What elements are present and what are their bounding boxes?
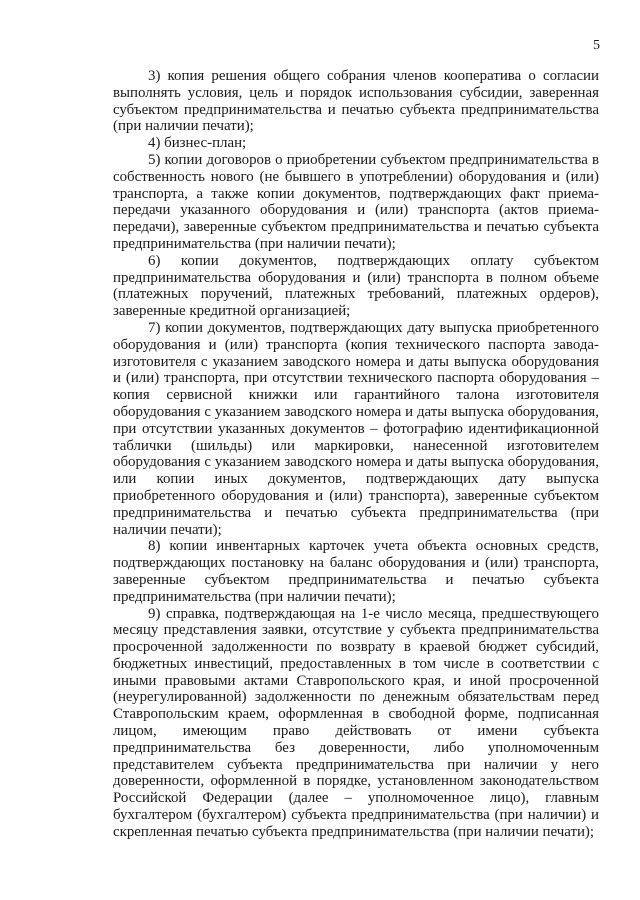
- paragraph-item-4: 4) бизнес-план;: [148, 135, 247, 152]
- paragraph-item-7: 7) копии документов, подтверждающих дату выпуска приобретенного оборудования и (или) транспорта (копия технического паспорта завода-изготовителя с указанием заводского номера и даты выпуска оборудования и (или) транспорта, при отсутствии технического паспорта оборудования – копия сервисной книжки или гарантийного талона изготовителя оборудования с указанием заводского номера и даты выпуска оборудования, при отсутствии указанных документов – фотографию идентификационной таблички (шильды) или маркировки, нанесенной изготовителем оборудования с указанием заводского номера и даты выпуска оборудования, или копии иных документов, подтверждающих дату выпуска приобретенного оборудования и (или) транспорта), заверенные субъектом предпринимательства и печатью субъекта предпринимательства (при наличии печати);: [113, 319, 599, 538]
- paragraph-item-8: 8) копии инвентарных карточек учета объекта основных средств, подтверждающих постановку на баланс оборудования и (или) транспорта, заверенные субъектом предпринимательства и печатью субъекта предпринимательства (при наличии печати);: [113, 538, 599, 605]
- paragraph-item-3: 3) копия решения общего собрания членов кооператива о согласии выполнять условия, цель и порядок использования субсидии, заверенная субъектом предпринимательства и печатью субъекта предпринимательства (при наличии печати);: [113, 68, 599, 135]
- paragraph-item-5: 5) копии договоров о приобретении субъектом предпринимательства в собственность нового (не бывшего в употреблении) оборудования и (или) транспорта, а также копии документов, подтверждающих факт приема-передачи указанного оборудования и (или) транспорта (актов приема-передачи), заверенные субъектом предпринимательства и печатью субъекта предпринимательства (при наличии печати);: [113, 151, 599, 252]
- paragraph-item-6: 6) копии документов, подтверждающих оплату субъектом предпринимательства оборудования и (или) транспорта в полном объеме (платежных поручений, платежных требований, платежных ордеров), заверенные кредитной организацией;: [113, 252, 599, 320]
- page-number: 5: [593, 38, 600, 53]
- document-body: [113, 68, 599, 841]
- paragraph-item-9: 9) справка, подтверждающая на 1-е число месяца, предшествующего месяцу представления заявки, отсутствие у субъекта предпринимательства просроченной задолженности по возврату в краевой бюджет субсидий, бюджетных инвестиций, предоставленных в том числе в соответствии с иными правовыми актами Ставропольского края, и иной просроченной (неурегулированной) задолженности по денежным обязательствам перед Ставропольским краем, оформленная в свободной форме, подписанная лицом, имеющим право действовать от имени субъекта предпринимательства без доверенности, либо уполномоченным представителем субъекта предпринимательства при наличии у него доверенности, оформленной в порядке, установленном законодательством Российской Федерации (далее – уполномоченное лицо), главным бухгалтером (бухгалтером) субъекта предпринимательства (при наличии) и скрепленная печатью субъекта предпринимательства (при наличии печати);: [113, 605, 599, 840]
